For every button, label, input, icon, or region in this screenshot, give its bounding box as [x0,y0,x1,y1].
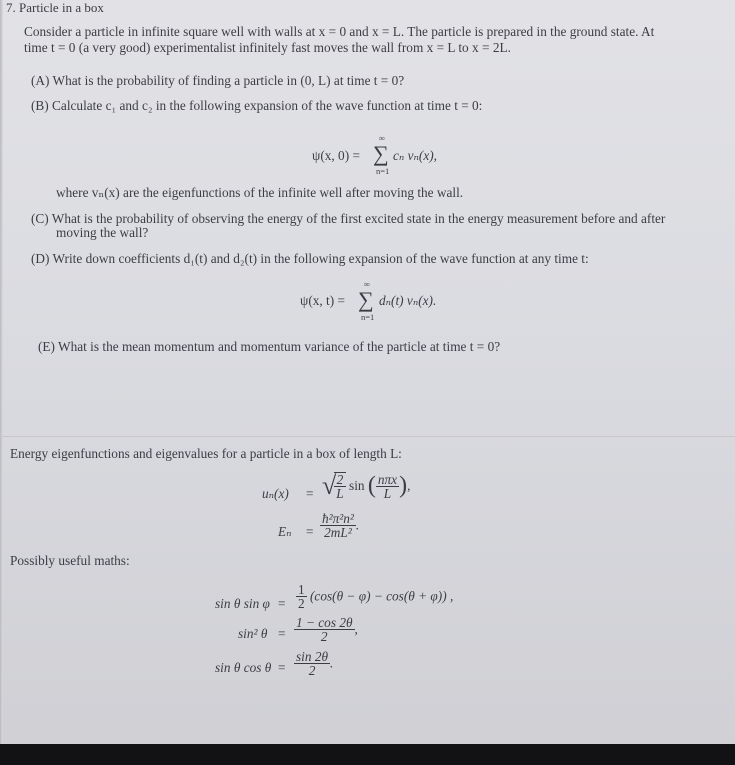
reference-heading: Energy eigenfunctions and eigenvalues for a particle in a box of length L: [10,446,402,461]
eq1-sum-lower: n=1 [376,166,390,176]
part-b-question: (B) Calculate c₁ and c₂ in the following expansion of the wave function at time t = 0: [31,98,483,113]
m3-equals: = [278,660,286,675]
part-a-question: (A) What is the probability of finding a particle in (0, L) at time t = 0? [31,73,405,88]
m1-rhs [296,583,453,610]
m1-fraction [296,583,307,610]
maths-heading: Possibly useful maths: [10,553,130,568]
intro-line-2: time t = 0 (a very good) experimentalist infinitely fast moves the wall from x = L to x = 2L. [24,40,511,55]
eq2-sum-upper: ∞ [364,279,371,289]
where-clause: where vₙ(x) are the eigenfunctions of the infinite well after moving the wall. [56,185,464,200]
m2-fraction [294,616,355,643]
m1-den: 2 [298,596,305,611]
m2-lhs: sin² θ [238,626,268,641]
right-paren-icon: ) [399,472,408,499]
en-num: ħ²π²n² [322,511,354,526]
m2-rhs [294,616,358,643]
un-root-den: L [336,486,344,501]
m2-equals: = [278,626,286,641]
part-d-question: (D) Write down coefficients d₁(t) and d₂(t) in the following expansion of the wave function at any time t: [31,251,589,266]
en-fraction [320,512,356,539]
bottom-dark-edge [0,744,735,765]
m2-den: 2 [320,629,328,644]
m1-lhs: sin θ sin φ [215,596,270,611]
part-c-question-line-1: (C) What is the probability of observing the energy of the first excited state in the energy measurement before and after [31,211,666,226]
m3-num: sin 2θ [296,649,329,664]
m3-den: 2 [308,663,316,678]
page-edge-shadow [0,0,3,765]
sqrt-icon: √ [322,471,337,500]
en-rhs [320,512,359,539]
m1-expression: (cos(θ − φ) − cos(θ + φ)) , [309,588,454,604]
eq2-sum-symbol: ∑ [358,287,374,312]
en-lhs: Eₙ [278,524,292,539]
un-root-num: 2 [334,473,345,487]
m1-num: 1 [298,582,305,597]
eq2-sum-lower: n=1 [361,312,375,322]
un-root-fraction [334,472,345,500]
problem-intro [24,24,724,56]
un-sin: sin [349,478,365,493]
page-divider [0,436,735,437]
m2-tail: , [354,621,358,637]
en-den: 2mL² [324,525,352,540]
en-tail: . [355,517,360,533]
part-e-question: (E) What is the mean momentum and momentum variance of the particle at time t = 0? [38,339,501,354]
eq2-rhs: dₙ(t) vₙ(x). [379,293,437,308]
part-c-question-line-2: moving the wall? [56,225,149,240]
un-arg-den: L [383,485,392,501]
un-tail: , [407,478,411,493]
un-arg-fraction [376,473,399,500]
eq1-lhs: ψ(x, 0) = [312,148,360,163]
en-equals: = [306,524,314,539]
m3-lhs: sin θ cos θ [215,660,272,675]
eq2-lhs: ψ(x, t) = [300,293,345,308]
problem-title: 7. Particle in a box [6,0,104,15]
un-lhs: uₙ(x) [262,486,289,501]
eq1-rhs: cₙ vₙ(x), [393,148,437,163]
intro-line-1: Consider a particle in infinite square well with walls at x = 0 and x = L. The particle is prepared in the ground state. At [24,24,655,39]
m1-equals: = [278,596,286,611]
m3-fraction [294,650,330,677]
m3-tail: . [330,655,334,671]
un-arg-num: nπx [377,471,398,487]
m3-rhs [294,650,333,677]
un-rhs [322,471,410,501]
m2-num: 1 − cos 2θ [296,615,353,630]
eq1-sum-symbol: ∑ [373,141,389,166]
un-equals: = [306,486,314,501]
eq1-sum-upper: ∞ [379,133,386,143]
left-paren-icon: ( [367,472,376,499]
